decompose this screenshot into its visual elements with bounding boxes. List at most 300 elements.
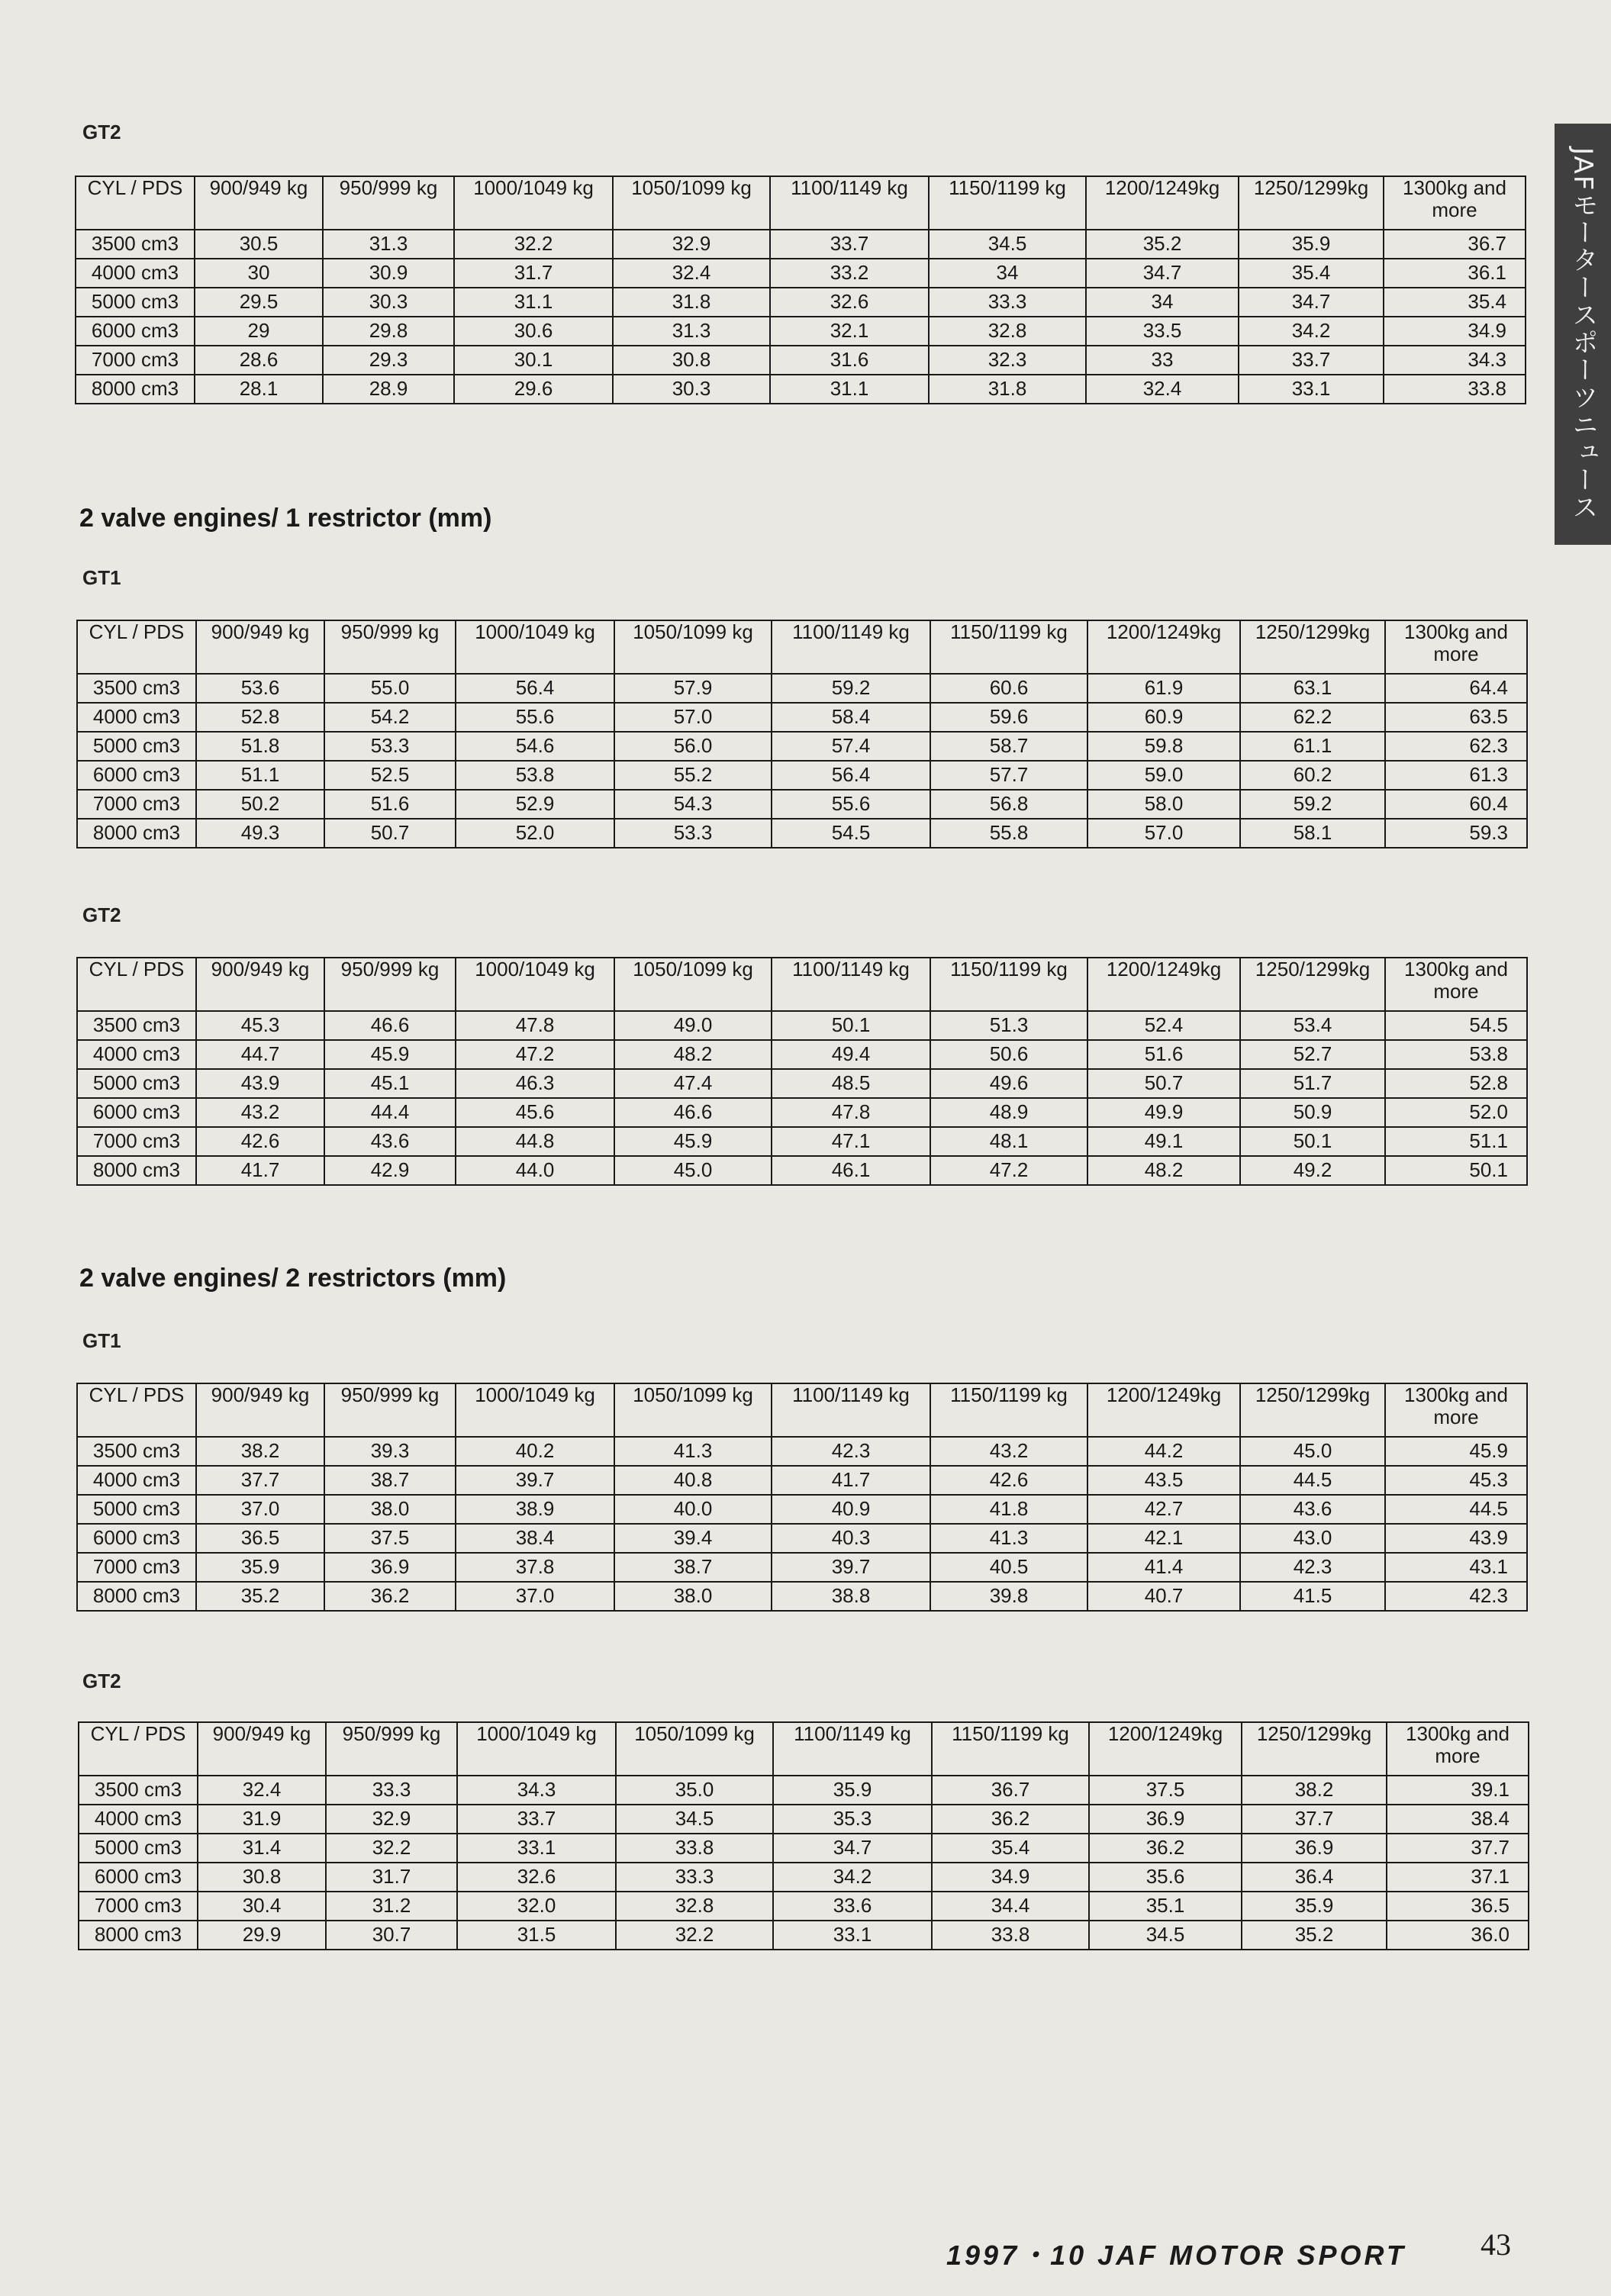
restrictor-value-cell: 35.9	[196, 1553, 324, 1582]
header-weight-class: 1300kg and more	[1385, 1383, 1527, 1437]
header-weight-class: 1300kg and more	[1385, 958, 1527, 1011]
displacement-cell: 6000 cm3	[77, 1098, 196, 1127]
restrictor-value-cell: 45.9	[614, 1127, 772, 1156]
restrictor-value-cell: 35.2	[1242, 1921, 1387, 1950]
restrictor-value-cell: 61.1	[1240, 732, 1385, 761]
table-header-row	[76, 176, 1526, 230]
restrictor-value-cell: 38.7	[614, 1553, 772, 1582]
restrictor-value-cell: 35.4	[932, 1834, 1089, 1863]
restrictor-value-cell: 35.4	[1384, 288, 1526, 317]
restrictor-value-cell: 31.5	[457, 1921, 616, 1950]
restrictor-table	[75, 176, 1526, 404]
header-weight-class: 1000/1049 kg	[454, 176, 613, 230]
restrictor-value-cell: 29.6	[454, 375, 613, 404]
restrictor-value-cell: 56.4	[772, 761, 930, 790]
restrictor-value-cell: 42.1	[1087, 1524, 1240, 1553]
restrictor-value-cell: 54.3	[614, 790, 772, 819]
restrictor-value-cell: 62.3	[1385, 732, 1527, 761]
header-weight-class: 1100/1149 kg	[772, 958, 930, 1011]
restrictor-value-cell: 31.6	[770, 346, 929, 375]
restrictor-value-cell: 33.3	[929, 288, 1086, 317]
restrictor-value-cell: 33.7	[457, 1805, 616, 1834]
restrictor-value-cell: 43.6	[1240, 1495, 1385, 1524]
restrictor-value-cell: 44.0	[456, 1156, 614, 1185]
displacement-cell: 7000 cm3	[79, 1892, 198, 1921]
displacement-cell: 6000 cm3	[77, 761, 196, 790]
table-row	[76, 259, 1526, 288]
restrictor-value-cell: 41.5	[1240, 1582, 1385, 1611]
restrictor-value-cell: 61.9	[1087, 674, 1240, 703]
restrictor-value-cell: 59.8	[1087, 732, 1240, 761]
restrictor-value-cell: 42.3	[1385, 1582, 1527, 1611]
table-row	[79, 1776, 1529, 1805]
restrictor-value-cell: 37.5	[324, 1524, 456, 1553]
restrictor-value-cell: 48.5	[772, 1069, 930, 1098]
restrictor-value-cell: 50.1	[1385, 1156, 1527, 1185]
restrictor-value-cell: 32.4	[1086, 375, 1239, 404]
restrictor-value-cell: 33.3	[616, 1863, 773, 1892]
restrictor-value-cell: 39.3	[324, 1437, 456, 1466]
block-label: GT2	[82, 1670, 121, 1692]
table-row	[76, 375, 1526, 404]
displacement-cell: 5000 cm3	[76, 288, 195, 317]
restrictor-value-cell: 30.7	[326, 1921, 457, 1950]
restrictor-value-cell: 42.6	[196, 1127, 324, 1156]
restrictor-value-cell: 38.0	[614, 1582, 772, 1611]
restrictor-value-cell: 34.3	[457, 1776, 616, 1805]
header-weight-class: 1050/1099 kg	[614, 958, 772, 1011]
restrictor-value-cell: 38.4	[456, 1524, 614, 1553]
header-weight-class: 1100/1149 kg	[772, 1383, 930, 1437]
restrictor-value-cell: 54.5	[772, 819, 930, 848]
restrictor-value-cell: 37.0	[456, 1582, 614, 1611]
header-cyl-pds: CYL / PDS	[77, 620, 196, 674]
restrictor-value-cell: 42.6	[930, 1466, 1087, 1495]
restrictor-value-cell: 40.7	[1087, 1582, 1240, 1611]
restrictor-value-cell: 59.0	[1087, 761, 1240, 790]
restrictor-value-cell: 33.1	[773, 1921, 932, 1950]
restrictor-value-cell: 43.2	[196, 1098, 324, 1127]
restrictor-table	[76, 957, 1528, 1186]
header-weight-class: 1250/1299kg	[1240, 958, 1385, 1011]
restrictor-value-cell: 34	[1086, 288, 1239, 317]
restrictor-value-cell: 36.9	[1242, 1834, 1387, 1863]
table-row	[77, 1553, 1527, 1582]
restrictor-value-cell: 56.4	[456, 674, 614, 703]
restrictor-value-cell: 57.0	[1087, 819, 1240, 848]
restrictor-value-cell: 63.1	[1240, 674, 1385, 703]
page-number: 43	[1481, 2227, 1511, 2262]
table-row	[77, 1127, 1527, 1156]
table-row	[77, 1524, 1527, 1553]
header-weight-class: 1250/1299kg	[1242, 1722, 1387, 1776]
restrictor-value-cell: 34.7	[1239, 288, 1384, 317]
table-row	[77, 732, 1527, 761]
restrictor-value-cell: 36.7	[1384, 230, 1526, 259]
header-weight-class: 950/999 kg	[326, 1722, 457, 1776]
restrictor-value-cell: 34.2	[773, 1863, 932, 1892]
header-cyl-pds: CYL / PDS	[79, 1722, 198, 1776]
displacement-cell: 4000 cm3	[76, 259, 195, 288]
restrictor-value-cell: 47.2	[930, 1156, 1087, 1185]
restrictor-value-cell: 40.0	[614, 1495, 772, 1524]
header-cyl-pds: CYL / PDS	[77, 1383, 196, 1437]
restrictor-value-cell: 30	[195, 259, 323, 288]
restrictor-value-cell: 34.7	[1086, 259, 1239, 288]
header-weight-class: 1300kg and more	[1384, 176, 1526, 230]
restrictor-value-cell: 30.3	[613, 375, 770, 404]
table-row	[77, 1437, 1527, 1466]
displacement-cell: 8000 cm3	[77, 1156, 196, 1185]
restrictor-value-cell: 37.7	[1387, 1834, 1529, 1863]
restrictor-value-cell: 52.7	[1240, 1040, 1385, 1069]
header-weight-class: 1150/1199 kg	[932, 1722, 1089, 1776]
header-weight-class: 900/949 kg	[196, 620, 324, 674]
header-weight-class: 1050/1099 kg	[614, 1383, 772, 1437]
restrictor-value-cell: 30.9	[323, 259, 454, 288]
displacement-cell: 3500 cm3	[77, 1437, 196, 1466]
restrictor-value-cell: 33.1	[457, 1834, 616, 1863]
header-weight-class: 1050/1099 kg	[614, 620, 772, 674]
restrictor-value-cell: 32.9	[613, 230, 770, 259]
restrictor-value-cell: 36.2	[324, 1582, 456, 1611]
restrictor-value-cell: 63.5	[1385, 703, 1527, 732]
restrictor-value-cell: 49.4	[772, 1040, 930, 1069]
restrictor-value-cell: 42.7	[1087, 1495, 1240, 1524]
header-weight-class: 1150/1199 kg	[929, 176, 1086, 230]
displacement-cell: 6000 cm3	[77, 1524, 196, 1553]
header-weight-class: 1150/1199 kg	[930, 958, 1087, 1011]
restrictor-value-cell: 61.3	[1385, 761, 1527, 790]
restrictor-value-cell: 34.9	[1384, 317, 1526, 346]
restrictor-value-cell: 30.5	[195, 230, 323, 259]
table-row	[77, 1098, 1527, 1127]
restrictor-value-cell: 35.0	[616, 1776, 773, 1805]
displacement-cell: 4000 cm3	[77, 1040, 196, 1069]
restrictor-value-cell: 60.2	[1240, 761, 1385, 790]
restrictor-value-cell: 32.2	[454, 230, 613, 259]
block-label: GT2	[82, 121, 121, 143]
restrictor-value-cell: 51.1	[1385, 1127, 1527, 1156]
restrictor-value-cell: 45.1	[324, 1069, 456, 1098]
restrictor-value-cell: 44.5	[1385, 1495, 1527, 1524]
header-weight-class: 1300kg and more	[1385, 620, 1527, 674]
restrictor-value-cell: 50.7	[324, 819, 456, 848]
restrictor-value-cell: 49.2	[1240, 1156, 1385, 1185]
restrictor-value-cell: 38.7	[324, 1466, 456, 1495]
footer-magazine-title: 1997・10 JAF MOTOR SPORT	[946, 2240, 1406, 2271]
restrictor-value-cell: 31.2	[326, 1892, 457, 1921]
restrictor-value-cell: 34.5	[1089, 1921, 1242, 1950]
restrictor-value-cell: 35.3	[773, 1805, 932, 1834]
displacement-cell: 3500 cm3	[77, 674, 196, 703]
restrictor-value-cell: 47.8	[456, 1011, 614, 1040]
restrictor-value-cell: 31.9	[198, 1805, 326, 1834]
restrictor-value-cell: 45.0	[614, 1156, 772, 1185]
restrictor-value-cell: 44.2	[1087, 1437, 1240, 1466]
restrictor-value-cell: 31.7	[326, 1863, 457, 1892]
section-title: 2 valve engines/ 1 restrictor (mm)	[79, 504, 492, 533]
restrictor-value-cell: 32.9	[326, 1805, 457, 1834]
restrictor-value-cell: 31.3	[613, 317, 770, 346]
restrictor-value-cell: 35.9	[773, 1776, 932, 1805]
restrictor-value-cell: 50.6	[930, 1040, 1087, 1069]
restrictor-value-cell: 44.8	[456, 1127, 614, 1156]
table-row	[77, 1040, 1527, 1069]
restrictor-value-cell: 59.3	[1385, 819, 1527, 848]
restrictor-value-cell: 43.9	[196, 1069, 324, 1098]
restrictor-value-cell: 30.8	[613, 346, 770, 375]
restrictor-value-cell: 40.2	[456, 1437, 614, 1466]
restrictor-value-cell: 38.9	[456, 1495, 614, 1524]
restrictor-value-cell: 31.8	[613, 288, 770, 317]
restrictor-value-cell: 55.6	[772, 790, 930, 819]
restrictor-value-cell: 37.8	[456, 1553, 614, 1582]
restrictor-value-cell: 50.7	[1087, 1069, 1240, 1098]
table-header-row	[77, 958, 1527, 1011]
restrictor-value-cell: 46.6	[324, 1011, 456, 1040]
header-cyl-pds: CYL / PDS	[77, 958, 196, 1011]
displacement-cell: 8000 cm3	[77, 1582, 196, 1611]
restrictor-value-cell: 36.1	[1384, 259, 1526, 288]
displacement-cell: 4000 cm3	[79, 1805, 198, 1834]
restrictor-value-cell: 35.4	[1239, 259, 1384, 288]
restrictor-value-cell: 32.2	[326, 1834, 457, 1863]
table-row	[79, 1805, 1529, 1834]
table-row	[77, 703, 1527, 732]
table-row	[76, 317, 1526, 346]
restrictor-value-cell: 45.9	[1385, 1437, 1527, 1466]
restrictor-value-cell: 32.1	[770, 317, 929, 346]
restrictor-value-cell: 33.8	[932, 1921, 1089, 1950]
table-header-row	[79, 1722, 1529, 1776]
displacement-cell: 5000 cm3	[77, 732, 196, 761]
restrictor-value-cell: 58.1	[1240, 819, 1385, 848]
table-row	[77, 1069, 1527, 1098]
section-title: 2 valve engines/ 2 restrictors (mm)	[79, 1264, 507, 1293]
restrictor-value-cell: 32.0	[457, 1892, 616, 1921]
restrictor-value-cell: 34.2	[1239, 317, 1384, 346]
restrictor-value-cell: 45.6	[456, 1098, 614, 1127]
table-row	[79, 1892, 1529, 1921]
restrictor-value-cell: 35.6	[1089, 1863, 1242, 1892]
restrictor-value-cell: 48.1	[930, 1127, 1087, 1156]
restrictor-value-cell: 34.9	[932, 1863, 1089, 1892]
table-row	[77, 674, 1527, 703]
restrictor-value-cell: 51.6	[1087, 1040, 1240, 1069]
restrictor-value-cell: 52.4	[1087, 1011, 1240, 1040]
restrictor-value-cell: 39.7	[456, 1466, 614, 1495]
displacement-cell: 5000 cm3	[77, 1495, 196, 1524]
restrictor-value-cell: 44.5	[1240, 1466, 1385, 1495]
header-weight-class: 1200/1249kg	[1087, 1383, 1240, 1437]
restrictor-value-cell: 50.9	[1240, 1098, 1385, 1127]
restrictor-value-cell: 55.2	[614, 761, 772, 790]
table-row	[77, 790, 1527, 819]
restrictor-value-cell: 48.2	[1087, 1156, 1240, 1185]
restrictor-value-cell: 40.9	[772, 1495, 930, 1524]
restrictor-value-cell: 38.0	[324, 1495, 456, 1524]
restrictor-value-cell: 44.7	[196, 1040, 324, 1069]
table-row	[76, 288, 1526, 317]
table-header-row	[77, 620, 1527, 674]
restrictor-value-cell: 60.6	[930, 674, 1087, 703]
displacement-cell: 8000 cm3	[79, 1921, 198, 1950]
table-row	[77, 1011, 1527, 1040]
restrictor-value-cell: 42.3	[1240, 1553, 1385, 1582]
restrictor-value-cell: 53.3	[614, 819, 772, 848]
header-weight-class: 1250/1299kg	[1240, 1383, 1385, 1437]
restrictor-value-cell: 36.9	[1089, 1805, 1242, 1834]
restrictor-value-cell: 35.9	[1239, 230, 1384, 259]
table-row	[77, 819, 1527, 848]
restrictor-value-cell: 29.3	[323, 346, 454, 375]
restrictor-value-cell: 55.0	[324, 674, 456, 703]
restrictor-value-cell: 41.8	[930, 1495, 1087, 1524]
restrictor-value-cell: 49.6	[930, 1069, 1087, 1098]
restrictor-value-cell: 58.4	[772, 703, 930, 732]
table-row	[79, 1921, 1529, 1950]
displacement-cell: 7000 cm3	[77, 790, 196, 819]
restrictor-value-cell: 35.1	[1089, 1892, 1242, 1921]
displacement-cell: 4000 cm3	[77, 703, 196, 732]
restrictor-value-cell: 36.7	[932, 1776, 1089, 1805]
header-weight-class: 1050/1099 kg	[616, 1722, 773, 1776]
restrictor-value-cell: 57.7	[930, 761, 1087, 790]
restrictor-value-cell: 58.0	[1087, 790, 1240, 819]
restrictor-value-cell: 54.5	[1385, 1011, 1527, 1040]
displacement-cell: 6000 cm3	[76, 317, 195, 346]
restrictor-value-cell: 53.4	[1240, 1011, 1385, 1040]
restrictor-value-cell: 53.8	[1385, 1040, 1527, 1069]
restrictor-value-cell: 33.8	[616, 1834, 773, 1863]
restrictor-table	[76, 1383, 1528, 1612]
restrictor-value-cell: 47.2	[456, 1040, 614, 1069]
restrictor-value-cell: 40.5	[930, 1553, 1087, 1582]
restrictor-value-cell: 51.6	[324, 790, 456, 819]
table-row	[79, 1863, 1529, 1892]
restrictor-value-cell: 36.2	[1089, 1834, 1242, 1863]
restrictor-value-cell: 51.8	[196, 732, 324, 761]
restrictor-value-cell: 38.8	[772, 1582, 930, 1611]
restrictor-value-cell: 60.9	[1087, 703, 1240, 732]
restrictor-value-cell: 43.9	[1385, 1524, 1527, 1553]
restrictor-value-cell: 41.3	[614, 1437, 772, 1466]
restrictor-value-cell: 31.7	[454, 259, 613, 288]
header-weight-class: 1150/1199 kg	[930, 620, 1087, 674]
restrictor-value-cell: 40.8	[614, 1466, 772, 1495]
header-weight-class: 1100/1149 kg	[773, 1722, 932, 1776]
restrictor-value-cell: 51.3	[930, 1011, 1087, 1040]
displacement-cell: 7000 cm3	[77, 1127, 196, 1156]
restrictor-value-cell: 43.1	[1385, 1553, 1527, 1582]
restrictor-value-cell: 37.5	[1089, 1776, 1242, 1805]
restrictor-value-cell: 30.3	[323, 288, 454, 317]
header-weight-class: 900/949 kg	[196, 958, 324, 1011]
header-weight-class: 1000/1049 kg	[457, 1722, 616, 1776]
side-tab: JAFモータースポーツニュース	[1555, 124, 1611, 545]
restrictor-value-cell: 31.1	[454, 288, 613, 317]
restrictor-value-cell: 46.6	[614, 1098, 772, 1127]
restrictor-value-cell: 36.9	[324, 1553, 456, 1582]
restrictor-value-cell: 34.4	[932, 1892, 1089, 1921]
restrictor-value-cell: 56.0	[614, 732, 772, 761]
restrictor-value-cell: 45.3	[1385, 1466, 1527, 1495]
restrictor-value-cell: 52.9	[456, 790, 614, 819]
restrictor-value-cell: 52.0	[456, 819, 614, 848]
header-weight-class: 1200/1249kg	[1087, 620, 1240, 674]
header-weight-class: 950/999 kg	[324, 958, 456, 1011]
restrictor-value-cell: 29.8	[323, 317, 454, 346]
restrictor-value-cell: 64.4	[1385, 674, 1527, 703]
header-weight-class: 900/949 kg	[195, 176, 323, 230]
restrictor-value-cell: 38.2	[1242, 1776, 1387, 1805]
header-weight-class: 1250/1299kg	[1239, 176, 1384, 230]
restrictor-value-cell: 31.8	[929, 375, 1086, 404]
restrictor-value-cell: 34.5	[929, 230, 1086, 259]
displacement-cell: 3500 cm3	[77, 1011, 196, 1040]
restrictor-value-cell: 38.4	[1387, 1805, 1529, 1834]
restrictor-value-cell: 41.4	[1087, 1553, 1240, 1582]
restrictor-value-cell: 35.9	[1242, 1892, 1387, 1921]
restrictor-value-cell: 44.4	[324, 1098, 456, 1127]
header-weight-class: 900/949 kg	[198, 1722, 326, 1776]
restrictor-value-cell: 33.2	[770, 259, 929, 288]
restrictor-value-cell: 34.7	[773, 1834, 932, 1863]
displacement-cell: 8000 cm3	[77, 819, 196, 848]
table-row	[77, 761, 1527, 790]
displacement-cell: 3500 cm3	[79, 1776, 198, 1805]
restrictor-value-cell: 43.2	[930, 1437, 1087, 1466]
restrictor-value-cell: 28.1	[195, 375, 323, 404]
restrictor-value-cell: 49.1	[1087, 1127, 1240, 1156]
restrictor-value-cell: 37.1	[1387, 1863, 1529, 1892]
restrictor-value-cell: 32.6	[770, 288, 929, 317]
restrictor-value-cell: 46.3	[456, 1069, 614, 1098]
restrictor-value-cell: 49.0	[614, 1011, 772, 1040]
restrictor-value-cell: 43.5	[1087, 1466, 1240, 1495]
restrictor-value-cell: 55.8	[930, 819, 1087, 848]
restrictor-value-cell: 29.5	[195, 288, 323, 317]
restrictor-value-cell: 48.9	[930, 1098, 1087, 1127]
restrictor-value-cell: 54.2	[324, 703, 456, 732]
restrictor-value-cell: 47.1	[772, 1127, 930, 1156]
restrictor-value-cell: 37.0	[196, 1495, 324, 1524]
restrictor-value-cell: 42.9	[324, 1156, 456, 1185]
restrictor-value-cell: 59.6	[930, 703, 1087, 732]
restrictor-value-cell: 51.7	[1240, 1069, 1385, 1098]
restrictor-value-cell: 43.6	[324, 1127, 456, 1156]
restrictor-value-cell: 50.2	[196, 790, 324, 819]
restrictor-value-cell: 49.9	[1087, 1098, 1240, 1127]
restrictor-value-cell: 33.8	[1384, 375, 1526, 404]
header-weight-class: 1000/1049 kg	[456, 620, 614, 674]
restrictor-value-cell: 41.7	[196, 1156, 324, 1185]
restrictor-value-cell: 39.8	[930, 1582, 1087, 1611]
table-header-row	[77, 1383, 1527, 1437]
restrictor-value-cell: 38.2	[196, 1437, 324, 1466]
restrictor-value-cell: 30.8	[198, 1863, 326, 1892]
restrictor-value-cell: 58.7	[930, 732, 1087, 761]
restrictor-value-cell: 54.6	[456, 732, 614, 761]
table-row	[77, 1582, 1527, 1611]
restrictor-value-cell: 28.9	[323, 375, 454, 404]
restrictor-value-cell: 37.7	[1242, 1805, 1387, 1834]
table-row	[77, 1495, 1527, 1524]
restrictor-value-cell: 36.4	[1242, 1863, 1387, 1892]
restrictor-value-cell: 57.9	[614, 674, 772, 703]
restrictor-value-cell: 52.8	[1385, 1069, 1527, 1098]
